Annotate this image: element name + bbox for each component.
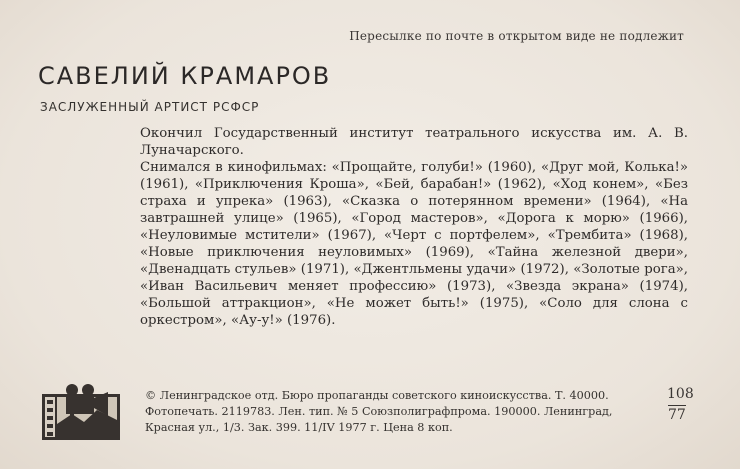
- postal-notice: Пересылке по почте в открытом виде не подлежит: [349, 29, 684, 43]
- film-camera-icon: [42, 384, 120, 440]
- bio-films: Снимался в кинофильмах: «Прощайте, голуби!» (1960), «Друг мой, Колька!» (1961), «Приключения Кроша», «Бей, барабан!» (1962), «Ход конем», «Без страха и упрека» (1963), «Сказка о потерянном времени» (1964), «На завтрашней улице» (1965), «Город мастеров», «Дорога к морю» (1966), «Неуловимые мстители» (1967), «Черт с портфелем», «Трембита» (1968), «Новые приключения неуловимых» (1969), «Тайна железной двери», «Двенадцать стульев» (1971), «Джентльмены удачи» (1972), «Золотые рога», «Иван Васильевич меняет профессию» (1973), «Звезда экрана» (1974), «Большой аттракцион», «Не может быть!» (1975), «Соло для слона с оркестром», «Ау-у!» (1976).: [140, 160, 688, 328]
- imprint-line-2: Фотопечать. 2119783. Лен. тип. № 5 Союзполиграфпрома. 190000. Ленинград,: [145, 405, 613, 418]
- bio-education: Окончил Государственный институт театрального искусства им. А. В. Луначарского.: [140, 126, 688, 158]
- catalog-number-bottom: 77: [668, 407, 686, 423]
- catalog-number-top: 108: [667, 386, 694, 402]
- imprint-line-1: © Ленинградское отд. Бюро пропаганды советского киноискусства. Т. 40000.: [145, 389, 609, 402]
- imprint-line-3: Красная ул., 1/3. Зак. 399. 11/IV 1977 г. Цена 8 коп.: [145, 421, 453, 434]
- biography: [140, 125, 688, 329]
- actor-title: ЗАСЛУЖЕННЫЙ АРТИСТ РСФСР: [40, 100, 260, 114]
- imprint: [145, 388, 705, 436]
- actor-name: САВЕЛИЙ КРАМАРОВ: [38, 62, 332, 90]
